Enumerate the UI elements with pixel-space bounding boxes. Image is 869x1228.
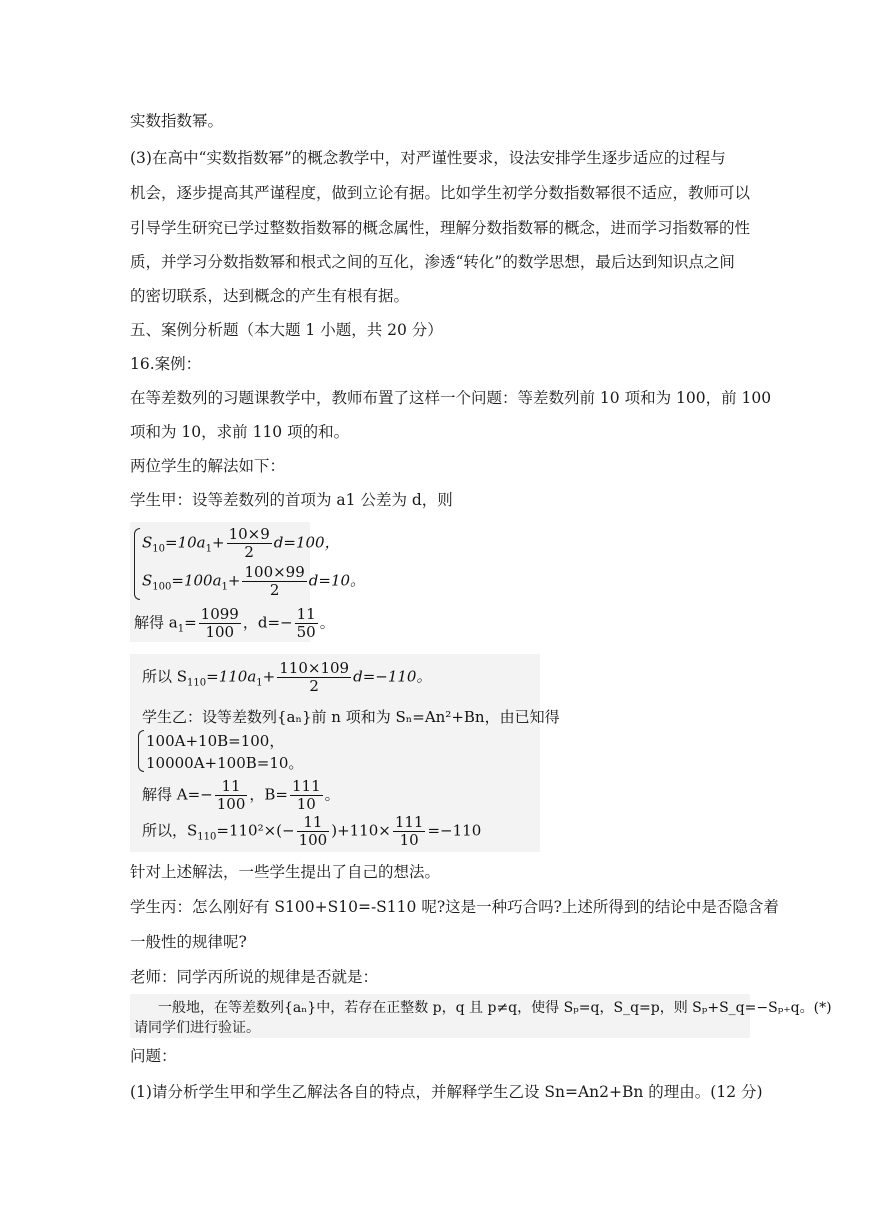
- text-line: 两位学生的解法如下：: [130, 457, 286, 475]
- text-line: 机会，逐步提高其严谨程度，做到立论有据。比如学生初学分数指数幂很不适应，教师可以: [130, 184, 751, 202]
- question-label: 问题：: [130, 1047, 177, 1065]
- text-line: 引导学生研究已学过整数指数幂的概念属性，理解分数指数幂的概念，进而学习指数幂的性: [130, 219, 751, 237]
- text-line: 项和为 10，求前 110 项的和。: [130, 423, 350, 441]
- case-label: 16.案例：: [130, 355, 202, 373]
- equation-row: $S_{100}=100a_1+$ $\frac{100\times 99}{2}$ d=10。: [142, 563, 366, 599]
- equation-row: 一般地，在等差数列{aₙ}中，若存在正整数 p，q 且 p≠q，使得 Sₚ=q，S_q=p，则 Sₚ+S_q=−Sₚ₊q。(*): [158, 1000, 832, 1016]
- equation-row: 解得 A=− $\frac{11}{100}$ ，B= $\frac{111}{10}$ 。: [142, 777, 340, 813]
- equation-row: 解得 $a_1=$ $\frac{1099}{100}$ ，d=− $\frac{11}{50}$ 。: [134, 605, 335, 641]
- equation-row: 10000A+100B=10。: [146, 754, 304, 772]
- brace: [134, 528, 140, 600]
- text-line: 在等差数列的习题课教学中，教师布置了这样一个问题：等差数列前 10 项和为 100，前 100: [130, 389, 772, 407]
- equation-image-teacher: [130, 994, 832, 1038]
- text-line: (3)在高中“实数指数幂”的概念教学中，对严谨性要求，设法安排学生逐步适应的过程与: [130, 149, 726, 167]
- text-line: 质，并学习分数指数幂和根式之间的互化，渗透“转化”的数学思想，最后达到知识点之间: [130, 253, 735, 271]
- brace: [138, 730, 144, 772]
- text-line: 老师：同学丙所说的规律是否就是：: [130, 968, 379, 986]
- equation-row: 100A+10B=100，: [146, 732, 285, 750]
- text-line: 学生甲：设等差数列的首项为 a1 公差为 d，则: [130, 491, 453, 509]
- equation-row: 请同学们进行验证。: [134, 1020, 260, 1036]
- text-line: 的密切联系，达到概念的产生有根有据。: [130, 287, 410, 305]
- equation-image-student-a: [130, 522, 366, 642]
- equation-row: 学生乙：设等差数列{aₙ}前 n 项和为 Sₙ=An²+Bn，由已知得: [142, 708, 560, 726]
- text-line: 一般性的规律呢?: [130, 933, 247, 951]
- text-line: 实数指数幂。: [130, 112, 224, 130]
- equation-image-student-b: [130, 654, 560, 852]
- text-line: 针对上述解法，一些学生提出了自己的想法。: [130, 863, 441, 881]
- equation-row: 所以 $S_{110}=110a_1+$ $\frac{110\times 109}{2}$ d=−110。: [142, 659, 432, 695]
- equation-row: 所以，$S_{110}=110^2\times(-$ $\frac{11}{100}$ )+110× $\frac{111}{10}$ =−110: [142, 813, 482, 849]
- question-item: (1)请分析学生甲和学生乙解法各自的特点，并解释学生乙设 Sn=An2+Bn 的理由。(12 分): [130, 1083, 763, 1101]
- text-line: 学生丙：怎么刚好有 S100+S10=-S110 呢?这是一种巧合吗?上述所得到的结论中是否隐含着: [130, 898, 779, 916]
- section-heading: 五、案例分析题（本大题 1 小题，共 20 分）: [130, 321, 443, 339]
- equation-row: $S_{10}=10a_1+$ $\frac{10\times 9}{2}$ d=100，: [142, 525, 340, 561]
